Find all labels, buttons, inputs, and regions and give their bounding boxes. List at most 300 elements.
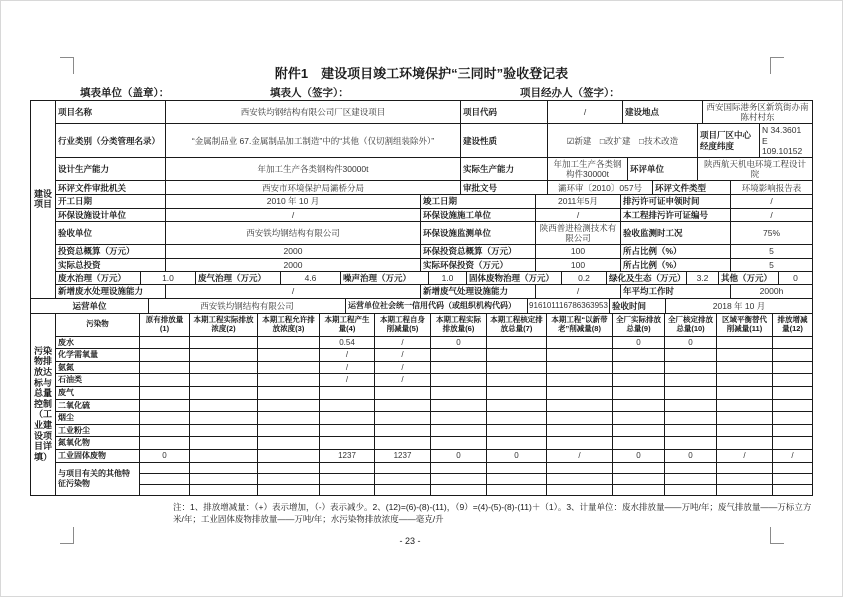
pollutant-value-cell bbox=[258, 374, 320, 386]
pollutant-value-cell bbox=[487, 337, 547, 349]
pollutant-value-cell bbox=[487, 437, 547, 449]
pollutant-name-cell: 烟尘 bbox=[56, 412, 140, 424]
pollutant-value-cell bbox=[717, 474, 773, 484]
table-row bbox=[56, 337, 812, 350]
pollutant-value-cell: / bbox=[320, 349, 375, 361]
pollutant-value-cell bbox=[613, 400, 665, 412]
permit-application-time-value: / bbox=[770, 196, 773, 207]
new-waste-gas-capacity-value: / bbox=[536, 285, 621, 297]
table-row bbox=[56, 272, 812, 285]
pollutant-value-cell bbox=[547, 374, 613, 386]
pollutant-value-cell bbox=[547, 400, 613, 412]
pollutant-value-cell bbox=[258, 485, 320, 495]
pollutant-value-cell bbox=[190, 374, 258, 386]
pollutant-value-cell bbox=[717, 374, 773, 386]
greening-ecology-label: 绿化及生态（万元） bbox=[609, 273, 686, 284]
operator-label: 运营单位 bbox=[31, 299, 149, 313]
pollutant-value-cell: 1237 bbox=[320, 450, 375, 462]
pollutant-value-cell bbox=[487, 485, 547, 495]
pollutant-value-cell bbox=[665, 349, 717, 361]
permit-number-value: / bbox=[770, 209, 773, 220]
table-row bbox=[56, 374, 812, 387]
pollutant-value-cell bbox=[773, 463, 812, 473]
coordinate-e-value: E 109.10152 bbox=[762, 135, 803, 156]
pollutant-value-cell bbox=[140, 362, 190, 374]
pollutant-value-cell bbox=[717, 362, 773, 374]
pollutant-name-cell: 化学需氧量 bbox=[56, 349, 140, 361]
pollutant-value-cell bbox=[665, 425, 717, 437]
pollutant-value-cell bbox=[431, 400, 487, 412]
table-row bbox=[56, 349, 812, 362]
pollutant-value-cell: / bbox=[791, 450, 794, 460]
pollutant-value-cell: 1237 bbox=[375, 450, 431, 462]
project-name-value: 西安铁均钢结构有限公司厂区建设项目 bbox=[166, 101, 461, 123]
pollutant-value-cell bbox=[547, 337, 613, 349]
eia-unit-label: 环评单位 bbox=[628, 158, 698, 180]
actual-proportion-value: 5 bbox=[769, 260, 774, 271]
page-number: - 23 - bbox=[399, 536, 421, 546]
pollutant-value-cell bbox=[773, 412, 812, 424]
pollutant-value-cell bbox=[140, 374, 190, 386]
pollutant-name-cell: 二氧化硫 bbox=[56, 400, 140, 412]
matrix-col-header: 污染物 bbox=[56, 314, 140, 336]
matrix-col-header: 本期工程“以新带老”削减量(8) bbox=[547, 314, 613, 336]
pollutant-value-cell bbox=[320, 463, 375, 473]
env-investment-estimate-label: 环保投资总概算（万元） bbox=[421, 245, 536, 258]
pollutant-value-cell bbox=[487, 400, 547, 412]
table-row bbox=[56, 124, 812, 158]
annual-working-hours-value: 2000h bbox=[759, 286, 784, 297]
pollutant-value-cell bbox=[431, 485, 487, 495]
env-investment-estimate-value: 100 bbox=[536, 245, 621, 258]
start-date-value: 2010 年 10 月 bbox=[166, 195, 421, 207]
pollutant-value-cell: / bbox=[375, 349, 431, 361]
matrix-col-header: 本期工程产生量(4) bbox=[320, 314, 375, 336]
pollutant-value-cell bbox=[258, 387, 320, 399]
table-row bbox=[56, 195, 812, 208]
new-wastewater-capacity-value: / bbox=[166, 285, 421, 297]
pollutant-value-cell bbox=[320, 387, 375, 399]
pollutant-value-cell bbox=[375, 485, 431, 495]
construction-nature-checkboxes: ☑新建 □改扩建 □技术改造 bbox=[548, 124, 698, 157]
pollutant-value-cell bbox=[665, 412, 717, 424]
env-construction-unit-value: / bbox=[536, 209, 621, 221]
pollutant-value-cell bbox=[613, 387, 665, 399]
pollutant-value-cell: / bbox=[375, 337, 431, 349]
noise-treatment-label: 噪声治理（万元） bbox=[341, 272, 429, 284]
pollutant-value-cell: / bbox=[375, 374, 431, 386]
eia-unit-value: 陕西航天机电环境工程设计院 bbox=[703, 158, 806, 180]
pollutant-value-cell bbox=[487, 387, 547, 399]
table-row bbox=[56, 158, 812, 181]
pollutant-value-cell bbox=[375, 412, 431, 424]
section-pollutant-control bbox=[31, 314, 812, 495]
pollutant-value-cell bbox=[258, 337, 320, 349]
industry-category-label: 行业类别（分类管理名录） bbox=[56, 124, 166, 157]
pollutant-value-cell: 0.54 bbox=[320, 337, 375, 349]
operator-row bbox=[31, 299, 812, 314]
matrix-col-header: 本期工程自身削减量(5) bbox=[375, 314, 431, 336]
form-title: 附件1 建设项目竣工环境保护“三同时”验收登记表 bbox=[274, 66, 569, 81]
pollutant-value-cell: / bbox=[717, 450, 773, 462]
matrix-col-header: 排放增减量(12) bbox=[777, 315, 808, 333]
pollutant-value-cell: / bbox=[375, 362, 431, 374]
env-design-unit-value: / bbox=[166, 209, 421, 221]
table-row bbox=[56, 245, 812, 259]
credit-code-label: 运营单位社会统一信用代码（或组织机构代码） bbox=[346, 299, 528, 313]
pollutant-value-cell bbox=[613, 437, 665, 449]
total-investment-estimate-value: 2000 bbox=[166, 245, 421, 258]
pollutant-value-cell bbox=[717, 425, 773, 437]
eia-approval-authority-label: 环评文件审批机关 bbox=[56, 181, 166, 194]
pollutant-value-cell bbox=[431, 437, 487, 449]
pollutant-value-cell bbox=[140, 437, 190, 449]
start-date-label: 开工日期 bbox=[56, 195, 166, 207]
waste-gas-treatment-label: 废气治理（万元） bbox=[196, 272, 281, 284]
pollutant-value-cell: / bbox=[320, 374, 375, 386]
acceptance-unit-value: 西安铁均钢结构有限公司 bbox=[166, 222, 421, 244]
table-row bbox=[140, 474, 812, 485]
pollutant-value-cell: 0 bbox=[665, 450, 717, 462]
matrix-col-header: 原有排放量(1) bbox=[140, 314, 190, 336]
pollutant-value-cell bbox=[375, 463, 431, 473]
pollutant-value-cell bbox=[375, 474, 431, 484]
pollutant-value-cell bbox=[375, 425, 431, 437]
eia-approval-authority-value: 西安市环境保护局灞桥分局 bbox=[166, 181, 461, 194]
table-row bbox=[56, 222, 812, 245]
pollutant-value-cell: 0 bbox=[140, 450, 190, 462]
table-row bbox=[56, 181, 812, 195]
pollutant-value-cell bbox=[190, 437, 258, 449]
pollutant-value-cell bbox=[431, 349, 487, 361]
actual-proportion-label: 所占比例（%） bbox=[621, 259, 731, 271]
pollutant-value-cell bbox=[487, 463, 547, 473]
pollutant-name-cell: 工业固体废物 bbox=[56, 450, 140, 462]
pollutant-value-cell bbox=[547, 474, 613, 484]
actual-capacity-label: 实际生产能力 bbox=[461, 158, 548, 180]
estimate-proportion-value: 5 bbox=[769, 246, 774, 257]
table-row bbox=[56, 314, 812, 337]
pollutant-value-cell bbox=[717, 400, 773, 412]
pollutant-value-cell bbox=[258, 463, 320, 473]
pollutant-value-cell bbox=[190, 387, 258, 399]
approval-number-value: 灞环审〔2010〕057号 bbox=[548, 181, 653, 194]
permit-number-label: 本工程排污许可证编号 bbox=[621, 209, 731, 221]
pollutant-value-cell bbox=[258, 474, 320, 484]
construction-site-value: 西安国际港务区新筑街办南陈村村东 bbox=[706, 102, 809, 123]
pollutant-value-cell bbox=[547, 412, 613, 424]
pollutant-name-cell: 废水 bbox=[56, 337, 140, 349]
other-treatment-value: 0 bbox=[793, 273, 798, 284]
pollutant-value-cell bbox=[547, 485, 613, 495]
pollutant-value-cell bbox=[773, 374, 812, 386]
coordinates-value bbox=[760, 124, 812, 157]
table-row bbox=[140, 463, 812, 474]
pollutant-value-cell bbox=[140, 337, 190, 349]
pollutant-value-cell bbox=[258, 400, 320, 412]
pollutant-value-cell bbox=[375, 437, 431, 449]
form-note bbox=[173, 501, 813, 526]
pollutant-value-cell bbox=[258, 437, 320, 449]
pollutant-value-cell bbox=[258, 349, 320, 361]
project-name-label: 项目名称 bbox=[56, 101, 166, 123]
table-row bbox=[56, 209, 812, 222]
coordinates-label: 项目厂区中心经度纬度 bbox=[698, 124, 760, 157]
fill-person-label: 填表人（签字）： bbox=[270, 87, 349, 99]
pollutant-value-cell bbox=[140, 387, 190, 399]
matrix-col-header: 本期工程允许排放浓度(3) bbox=[258, 314, 320, 336]
pollutant-value-cell bbox=[487, 362, 547, 374]
pollutant-value-cell: / bbox=[320, 362, 375, 374]
note-line-1: 注：1、排放增减量：（+）表示增加，（-）表示减少。2、(12)=(6)-(8)-(11)，（9）=(4)-(5)-(8)-(11)＋（1）。3、计量单位：废水排放量——万吨/年；废气排放量——万标立方米/年；工业固体废物排放量—— bbox=[173, 501, 812, 524]
table-row bbox=[56, 362, 812, 375]
pollutant-value-cell bbox=[140, 412, 190, 424]
pollutant-value-cell bbox=[190, 412, 258, 424]
pollutant-value-cell bbox=[613, 425, 665, 437]
pollutant-value-cell bbox=[613, 412, 665, 424]
pollutant-value-cell bbox=[547, 387, 613, 399]
pollutant-value-cell: 0 bbox=[431, 337, 487, 349]
pollutant-value-cell bbox=[431, 474, 487, 484]
pollutant-value-cell bbox=[613, 463, 665, 473]
pollutant-value-cell bbox=[431, 412, 487, 424]
pollutant-value-cell bbox=[717, 337, 773, 349]
pollutant-value-cell bbox=[431, 425, 487, 437]
total-investment-estimate-label: 投资总概算（万元） bbox=[56, 245, 166, 258]
new-wastewater-capacity-label: 新增废水处理设施能力 bbox=[56, 285, 166, 297]
pollutant-value-cell bbox=[320, 437, 375, 449]
pollutant-value-cell bbox=[613, 485, 665, 495]
pollutant-value-cell bbox=[375, 400, 431, 412]
pollutant-value-cell bbox=[431, 387, 487, 399]
pollutant-name-cell: 石油类 bbox=[56, 374, 140, 386]
pollutant-value-cell bbox=[613, 349, 665, 361]
approval-number-label: 审批文号 bbox=[461, 181, 548, 194]
industry-category-value: “金属制品业 67.金属制品加工制造”中的“其他（仅切割组装除外）” bbox=[166, 124, 461, 157]
pollutant-value-cell bbox=[190, 474, 258, 484]
pollutant-value-cell bbox=[320, 474, 375, 484]
table-row bbox=[56, 437, 812, 450]
table-row bbox=[56, 259, 812, 272]
table-row bbox=[56, 285, 812, 297]
wastewater-treatment-value: 1.0 bbox=[141, 272, 196, 284]
matrix-col-header: 本期工程实际排放量(6) bbox=[431, 314, 487, 336]
pollutant-value-cell bbox=[190, 400, 258, 412]
pollutant-value-cell bbox=[140, 463, 190, 473]
wastewater-treatment-label: 废水治理（万元） bbox=[56, 272, 141, 284]
pollutant-value-cell bbox=[431, 362, 487, 374]
solid-waste-treatment-value: 0.2 bbox=[562, 272, 607, 284]
pollutant-value-cell bbox=[717, 412, 773, 424]
pollutant-value-cell bbox=[665, 485, 717, 495]
pollutant-value-cell bbox=[717, 437, 773, 449]
waste-gas-treatment-value: 4.6 bbox=[281, 272, 341, 284]
pollutant-value-cell: / bbox=[547, 450, 613, 462]
pollutant-value-cell bbox=[717, 463, 773, 473]
pollutant-value-cell bbox=[665, 387, 717, 399]
pollutant-value-cell: 0 bbox=[487, 450, 547, 462]
pollutant-value-cell bbox=[773, 485, 812, 495]
pollutant-value-cell bbox=[190, 362, 258, 374]
fill-unit-label: 填表单位（盖章）： bbox=[80, 87, 170, 99]
table-row bbox=[56, 400, 812, 413]
pollutant-value-cell bbox=[487, 425, 547, 437]
pollutant-value-cell bbox=[320, 412, 375, 424]
table-row bbox=[31, 299, 812, 313]
completion-date-label: 竣工日期 bbox=[421, 195, 536, 207]
construction-site-label: 建设地点 bbox=[623, 101, 703, 123]
pollutant-value-cell bbox=[665, 437, 717, 449]
pollutant-value-cell bbox=[773, 425, 812, 437]
estimate-proportion-label: 所占比例（%） bbox=[621, 245, 731, 258]
monitoring-condition-value: 75% bbox=[762, 227, 780, 238]
pollutant-value-cell bbox=[320, 400, 375, 412]
pollutant-value-cell bbox=[547, 425, 613, 437]
pollutant-value-cell bbox=[258, 425, 320, 437]
pollutant-value-cell bbox=[613, 374, 665, 386]
pollutant-value-cell bbox=[140, 474, 190, 484]
permit-application-time-label: 排污许可证申领时间 bbox=[621, 195, 731, 207]
pollutant-value-cell bbox=[190, 349, 258, 361]
eia-document-type-value: 环境影响报告表 bbox=[741, 182, 802, 193]
other-pollutants-subrows bbox=[140, 463, 812, 495]
matrix-col-header: 本期工程核定排放总量(7) bbox=[487, 314, 547, 336]
pollutant-value-cell bbox=[773, 474, 812, 484]
actual-env-investment-value: 100 bbox=[536, 259, 621, 271]
side-header-pollutant-control: 污染物排放达标与总量控制（工业建设项目详填） bbox=[31, 314, 56, 495]
pollutant-value-cell bbox=[190, 450, 258, 462]
env-monitoring-unit-value: 陕西普进检测技术有限公司 bbox=[536, 222, 621, 244]
table-row bbox=[56, 387, 812, 400]
handler-label: 项目经办人（签字）： bbox=[520, 87, 620, 99]
pollutant-value-cell bbox=[487, 412, 547, 424]
pollutant-value-cell bbox=[547, 349, 613, 361]
pollutant-value-cell bbox=[140, 425, 190, 437]
pollutant-value-cell: 0 bbox=[613, 450, 665, 462]
construction-nature-label: 建设性质 bbox=[461, 124, 548, 157]
project-code-value: / bbox=[548, 101, 623, 123]
pollutant-value-cell bbox=[140, 400, 190, 412]
section-construction-project bbox=[31, 101, 812, 299]
pollutant-value-cell bbox=[320, 485, 375, 495]
pollutant-value-cell bbox=[140, 485, 190, 495]
pollutant-value-cell: 0 bbox=[431, 450, 487, 462]
pollutant-value-cell bbox=[665, 374, 717, 386]
coordinate-n-value: N 34.3601 bbox=[762, 125, 802, 136]
pollutant-value-cell bbox=[190, 463, 258, 473]
pollutant-value-cell bbox=[773, 362, 812, 374]
matrix-col-header: 本期工程实际排放浓度(2) bbox=[190, 314, 258, 336]
pollutant-name-cell: 氮氧化物 bbox=[56, 437, 140, 449]
registration-form-table bbox=[30, 100, 813, 496]
actual-total-investment-label: 实际总投资 bbox=[56, 259, 166, 271]
pollutant-name-cell: 与项目有关的其他特征污染物 bbox=[56, 463, 140, 495]
pollutant-value-cell bbox=[773, 337, 812, 349]
table-row bbox=[56, 425, 812, 438]
pollutant-value-cell: 0 bbox=[665, 337, 717, 349]
table-row bbox=[56, 101, 812, 124]
pollutant-value-cell bbox=[431, 374, 487, 386]
env-design-unit-label: 环保设施设计单位 bbox=[56, 209, 166, 221]
matrix-col-header: 区域平衡替代削减量(11) bbox=[717, 314, 773, 336]
pollutant-value-cell bbox=[613, 474, 665, 484]
pollutant-value-cell bbox=[717, 485, 773, 495]
pollutant-value-cell bbox=[547, 437, 613, 449]
pollutant-value-cell bbox=[487, 474, 547, 484]
acceptance-time-label: 验收时间 bbox=[610, 299, 666, 313]
pollutant-value-cell bbox=[773, 400, 812, 412]
design-capacity-value: 年加工生产各类钢构件30000t bbox=[166, 158, 461, 180]
pollutant-value-cell bbox=[190, 485, 258, 495]
eia-document-type-label: 环评文件类型 bbox=[653, 181, 731, 194]
pollutant-value-cell bbox=[190, 337, 258, 349]
actual-total-investment-value: 2000 bbox=[166, 259, 421, 271]
acceptance-time-value: 2018 年 10 月 bbox=[712, 300, 766, 311]
pollutant-name-cell: 工业粉尘 bbox=[56, 425, 140, 437]
new-waste-gas-capacity-label: 新增废气处理设施能力 bbox=[421, 285, 536, 297]
pollutant-value-cell bbox=[665, 362, 717, 374]
pollutant-value-cell bbox=[258, 450, 320, 462]
pollutant-value-cell bbox=[320, 425, 375, 437]
side-header-construction-project: 建设项目 bbox=[31, 101, 56, 298]
pollutant-value-cell bbox=[717, 387, 773, 399]
completion-date-value: 2011年5月 bbox=[536, 195, 621, 207]
table-row bbox=[140, 485, 812, 495]
operator-value: 西安铁均钢结构有限公司 bbox=[149, 299, 346, 313]
pollutant-value-cell bbox=[375, 387, 431, 399]
pollutant-value-cell bbox=[547, 463, 613, 473]
pollutant-value-cell bbox=[487, 374, 547, 386]
acceptance-unit-label: 验收单位 bbox=[56, 222, 166, 244]
monitoring-condition-label: 验收监测时工况 bbox=[621, 222, 731, 244]
pollutant-value-cell bbox=[487, 349, 547, 361]
env-monitoring-unit-label: 环保设施监测单位 bbox=[421, 222, 536, 244]
pollutant-name-cell: 氨氮 bbox=[56, 362, 140, 374]
note-line-2: 万吨/年；水污染物排放浓度——毫克/升 bbox=[294, 513, 444, 524]
credit-code-value: 916101116786363953 bbox=[528, 299, 610, 313]
pollutant-value-cell bbox=[613, 362, 665, 374]
pollutant-value-cell bbox=[665, 400, 717, 412]
pollutant-value-cell bbox=[258, 362, 320, 374]
pollutant-value-cell bbox=[773, 437, 812, 449]
pollutant-value-cell bbox=[431, 463, 487, 473]
pollutant-value-cell bbox=[190, 425, 258, 437]
annual-working-hours-label: 年平均工作时 bbox=[621, 285, 731, 297]
matrix-col-header: 全厂实际排放总量(9) bbox=[613, 314, 665, 336]
actual-env-investment-label: 实际环保投资（万元） bbox=[421, 259, 536, 271]
env-construction-unit-label: 环保设施施工单位 bbox=[421, 209, 536, 221]
other-treatment-label: 其他（万元） bbox=[719, 272, 779, 284]
pollutant-value-cell bbox=[717, 349, 773, 361]
pollutant-value-cell bbox=[665, 463, 717, 473]
pollutant-matrix bbox=[56, 314, 812, 495]
pollutant-value-cell bbox=[258, 412, 320, 424]
pollutant-value-cell bbox=[547, 362, 613, 374]
project-code-label: 项目代码 bbox=[461, 101, 548, 123]
actual-capacity-value: 年加工生产各类钢构件30000t bbox=[548, 158, 628, 180]
pollutant-value-cell bbox=[665, 474, 717, 484]
pollutant-value-cell: 0 bbox=[613, 337, 665, 349]
noise-treatment-value: 1.0 bbox=[429, 272, 467, 284]
solid-waste-treatment-label: 固体废物治理（万元） bbox=[467, 272, 562, 284]
pollutant-name-cell: 废气 bbox=[56, 387, 140, 399]
pollutant-value-cell bbox=[773, 349, 812, 361]
pollutant-value-cell bbox=[773, 387, 812, 399]
pollutant-value-cell bbox=[140, 349, 190, 361]
table-row bbox=[56, 463, 812, 495]
table-row bbox=[56, 412, 812, 425]
design-capacity-label: 设计生产能力 bbox=[56, 158, 166, 180]
